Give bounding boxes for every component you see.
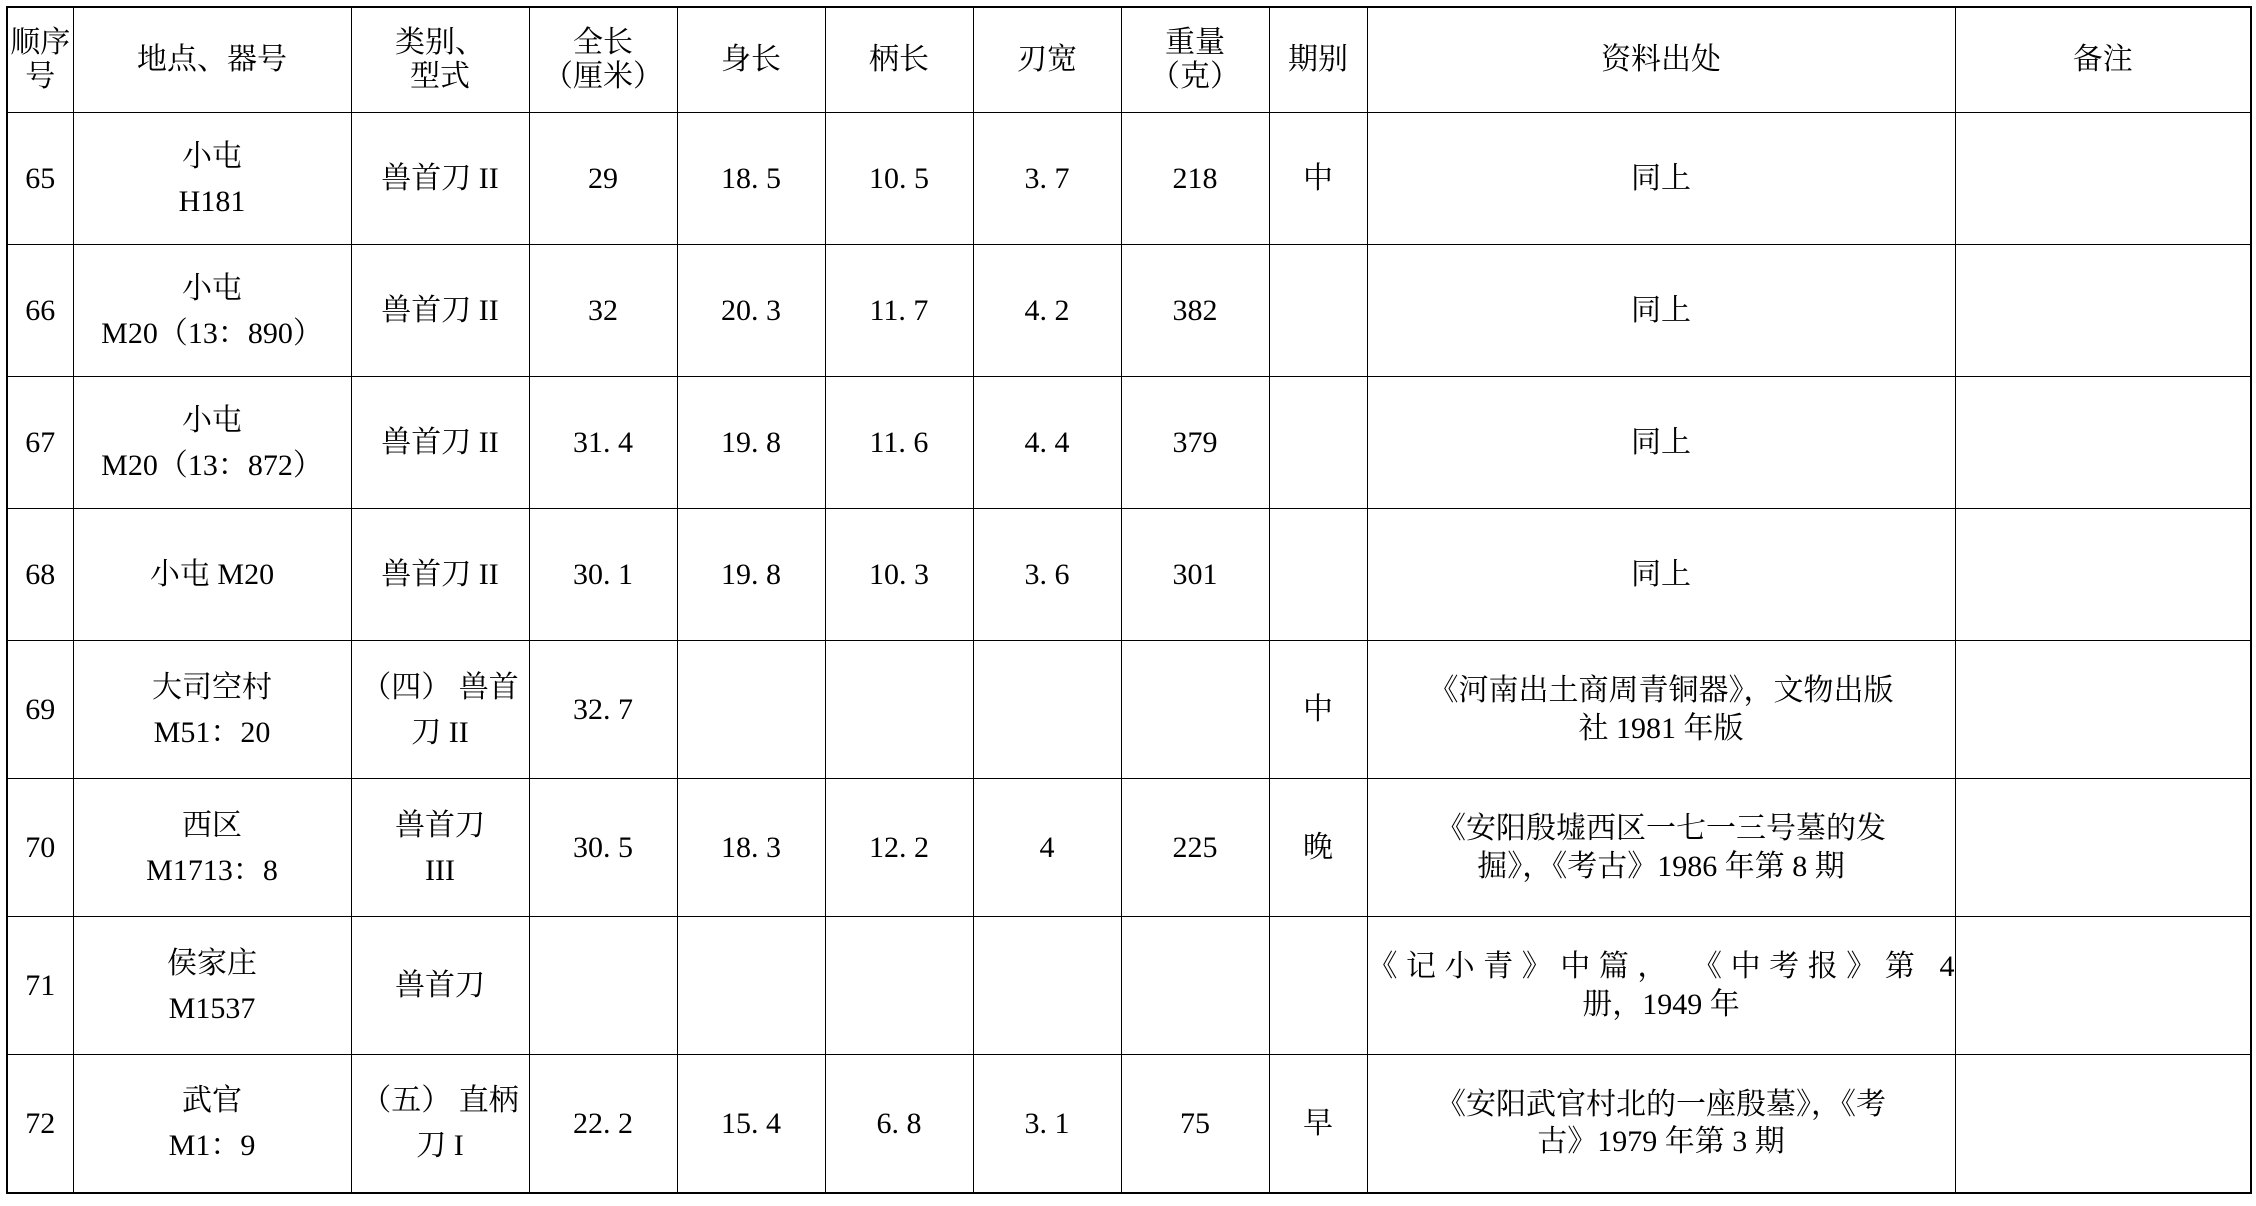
cell-source-line2: 古》1979 年第 3 期 — [1537, 1125, 1785, 1159]
header-cell-weight — [1121, 7, 1269, 113]
cell-source — [1367, 509, 1955, 641]
table-row — [7, 245, 2251, 377]
cell-site-line2: M1713：8 — [146, 853, 278, 887]
cell-type-line2: III — [425, 853, 455, 887]
header-cell-source — [1367, 7, 1955, 113]
cell-body-length: 19. 8 — [677, 377, 825, 509]
cell-source — [1367, 113, 1955, 245]
cell-remark — [1955, 509, 2251, 641]
cell-handle-length: 11. 6 — [825, 377, 973, 509]
cell-site-line2: M51：20 — [153, 715, 271, 749]
cell-source-line2: 掘》，《考古》1986 年第 8 期 — [1477, 849, 1845, 883]
cell-type-line1: （四） 兽首 — [361, 670, 519, 704]
cell-remark — [1955, 779, 2251, 917]
cell-source-line2: 册，1949 年 — [1582, 987, 1740, 1021]
cell-source-line1: 《安阳武官村北的一座殷墓》，《考 — [1436, 1087, 1886, 1121]
cell-body-length: 15. 4 — [677, 1055, 825, 1193]
cell-period: 中 — [1269, 113, 1367, 245]
cell-order: 72 — [7, 1055, 73, 1193]
cell-weight — [1121, 917, 1269, 1055]
cell-site — [73, 509, 351, 641]
cell-handle-length: 10. 3 — [825, 509, 973, 641]
header-cell-order — [7, 7, 73, 113]
table-row — [7, 377, 2251, 509]
cell-total-length: 30. 5 — [529, 779, 677, 917]
cell-remark — [1955, 641, 2251, 779]
cell-type-line2: 刀 I — [416, 1129, 464, 1163]
cell-site — [73, 641, 351, 779]
cell-blade-width — [973, 641, 1121, 779]
header-period-label: 期别 — [1288, 42, 1348, 76]
table-header — [7, 7, 2251, 113]
cell-remark — [1955, 377, 2251, 509]
cell-blade-width: 3. 1 — [973, 1055, 1121, 1193]
cell-type-line1: 兽首刀 II — [381, 558, 499, 591]
cell-site-line2: M1537 — [168, 991, 256, 1025]
cell-type-line1: 兽首刀 II — [381, 426, 499, 459]
header-source-label: 资料出处 — [1601, 42, 1721, 76]
table-row — [7, 917, 2251, 1055]
cell-type-line2: 刀 II — [411, 715, 469, 749]
cell-source — [1367, 1055, 1955, 1193]
header-handle-length-label: 柄长 — [869, 42, 929, 76]
cell-handle-length: 12. 2 — [825, 779, 973, 917]
header-row — [7, 7, 2251, 113]
cell-weight: 225 — [1121, 779, 1269, 917]
cell-type-line1: 兽首刀 — [395, 969, 485, 1002]
cell-body-length: 19. 8 — [677, 509, 825, 641]
header-total-length-line2: （厘米） — [543, 60, 663, 93]
cell-blade-width: 4. 2 — [973, 245, 1121, 377]
cell-site-line1: 侯家庄 — [167, 946, 257, 980]
cell-type-line1: 兽首刀 II — [381, 294, 499, 327]
table-row — [7, 641, 2251, 779]
header-weight-line1: 重量 — [1165, 25, 1225, 59]
cell-type — [351, 113, 529, 245]
cell-site-line2: H181 — [178, 184, 246, 218]
cell-type — [351, 641, 529, 779]
cell-source — [1367, 245, 1955, 377]
header-cell-remark — [1955, 7, 2251, 113]
cell-source-line1: 《河南出土商周青铜器》，文物出版 — [1428, 674, 1894, 707]
header-site-label: 地点、器号 — [137, 42, 287, 76]
cell-source — [1367, 641, 1955, 779]
table-body — [7, 113, 2251, 1193]
cell-handle-length: 11. 7 — [825, 245, 973, 377]
cell-total-length: 32. 7 — [529, 641, 677, 779]
cell-total-length: 31. 4 — [529, 377, 677, 509]
cell-body-length: 18. 5 — [677, 113, 825, 245]
cell-site-line1: 小屯 — [182, 403, 242, 437]
cell-handle-length — [825, 917, 973, 1055]
cell-site-line2: M20（13：872） — [101, 448, 323, 482]
cell-blade-width: 3. 6 — [973, 509, 1121, 641]
cell-site — [73, 1055, 351, 1193]
cell-total-length: 32 — [529, 245, 677, 377]
cell-weight: 218 — [1121, 113, 1269, 245]
cell-order: 67 — [7, 377, 73, 509]
header-order-line1: 顺序 — [10, 25, 71, 59]
table-row — [7, 779, 2251, 917]
cell-site-line1: 西区 — [182, 808, 242, 842]
cell-source-line1: 同上 — [1631, 425, 1691, 459]
cell-type-line1: （五） 直柄 — [361, 1084, 519, 1118]
cell-order: 68 — [7, 509, 73, 641]
header-cell-total-length — [529, 7, 677, 113]
cell-type — [351, 1055, 529, 1193]
cell-body-length — [677, 641, 825, 779]
cell-weight: 379 — [1121, 377, 1269, 509]
cell-site-line2: M1：9 — [168, 1129, 256, 1163]
cell-period: 晚 — [1269, 779, 1367, 917]
cell-handle-length — [825, 641, 973, 779]
header-weight-line2: （克） — [1150, 60, 1240, 93]
cell-period — [1269, 509, 1367, 641]
cell-blade-width: 3. 7 — [973, 113, 1121, 245]
cell-site-line1: 小屯 M20 — [149, 558, 275, 591]
cell-total-length: 29 — [529, 113, 677, 245]
cell-blade-width: 4. 4 — [973, 377, 1121, 509]
cell-source-line1: 同上 — [1631, 557, 1691, 591]
cell-order: 69 — [7, 641, 73, 779]
cell-total-length: 22. 2 — [529, 1055, 677, 1193]
cell-remark — [1955, 245, 2251, 377]
cell-site — [73, 377, 351, 509]
cell-type-line1: 兽首刀 — [395, 808, 485, 842]
header-cell-blade-width — [973, 7, 1121, 113]
header-cell-body-length — [677, 7, 825, 113]
cell-type — [351, 509, 529, 641]
cell-period: 中 — [1269, 641, 1367, 779]
header-cell-site — [73, 7, 351, 113]
header-cell-type — [351, 7, 529, 113]
cell-source-line2: 社 1981 年版 — [1578, 711, 1744, 745]
cell-type — [351, 245, 529, 377]
header-cell-period — [1269, 7, 1367, 113]
cell-order: 65 — [7, 113, 73, 245]
cell-period — [1269, 245, 1367, 377]
cell-site — [73, 917, 351, 1055]
cell-period — [1269, 377, 1367, 509]
table-row — [7, 113, 2251, 245]
cell-site — [73, 245, 351, 377]
cell-blade-width: 4 — [973, 779, 1121, 917]
cell-type — [351, 779, 529, 917]
cell-site-line1: 大司空村 — [152, 670, 272, 704]
header-type-line1: 类别、 — [395, 25, 485, 59]
cell-type — [351, 377, 529, 509]
header-body-length-label: 身长 — [721, 42, 781, 76]
cell-source-line1: 同上 — [1631, 293, 1691, 327]
cell-site — [73, 113, 351, 245]
cell-site-line1: 小屯 — [182, 139, 242, 173]
artifact-data-table — [6, 6, 2252, 1194]
cell-weight: 382 — [1121, 245, 1269, 377]
cell-handle-length: 6. 8 — [825, 1055, 973, 1193]
cell-weight — [1121, 641, 1269, 779]
cell-total-length: 30. 1 — [529, 509, 677, 641]
cell-source-line1: 《安阳殷墟西区一七一三号墓的发 — [1436, 812, 1886, 845]
cell-source — [1367, 917, 1955, 1055]
cell-body-length: 18. 3 — [677, 779, 825, 917]
cell-total-length — [529, 917, 677, 1055]
table-row — [7, 509, 2251, 641]
cell-weight: 301 — [1121, 509, 1269, 641]
cell-site — [73, 779, 351, 917]
header-total-length-line1: 全长 — [573, 25, 633, 59]
header-order-line2: 号 — [25, 60, 56, 93]
cell-remark — [1955, 113, 2251, 245]
cell-remark — [1955, 1055, 2251, 1193]
cell-period — [1269, 917, 1367, 1055]
cell-site-line2: M20（13：890） — [101, 316, 323, 350]
cell-type — [351, 917, 529, 1055]
table-row — [7, 1055, 2251, 1193]
cell-remark — [1955, 917, 2251, 1055]
cell-body-length: 20. 3 — [677, 245, 825, 377]
header-remark-label: 备注 — [2072, 42, 2133, 76]
cell-order: 66 — [7, 245, 73, 377]
cell-blade-width — [973, 917, 1121, 1055]
header-type-line2: 型式 — [410, 60, 470, 93]
cell-period: 早 — [1269, 1055, 1367, 1193]
cell-source — [1367, 779, 1955, 917]
cell-handle-length: 10. 5 — [825, 113, 973, 245]
cell-weight: 75 — [1121, 1055, 1269, 1193]
cell-body-length — [677, 917, 825, 1055]
header-blade-width-label: 刃宽 — [1017, 42, 1077, 76]
cell-source-line1: 《记小青》中篇， 《中考报》第 4 — [1367, 950, 1955, 983]
cell-source-line1: 同上 — [1631, 161, 1691, 195]
cell-site-line1: 小屯 — [182, 271, 242, 305]
cell-order: 71 — [7, 917, 73, 1055]
cell-type-line1: 兽首刀 II — [381, 162, 499, 195]
cell-source — [1367, 377, 1955, 509]
header-cell-handle-length — [825, 7, 973, 113]
cell-site-line1: 武官 — [182, 1084, 242, 1118]
cell-order: 70 — [7, 779, 73, 917]
